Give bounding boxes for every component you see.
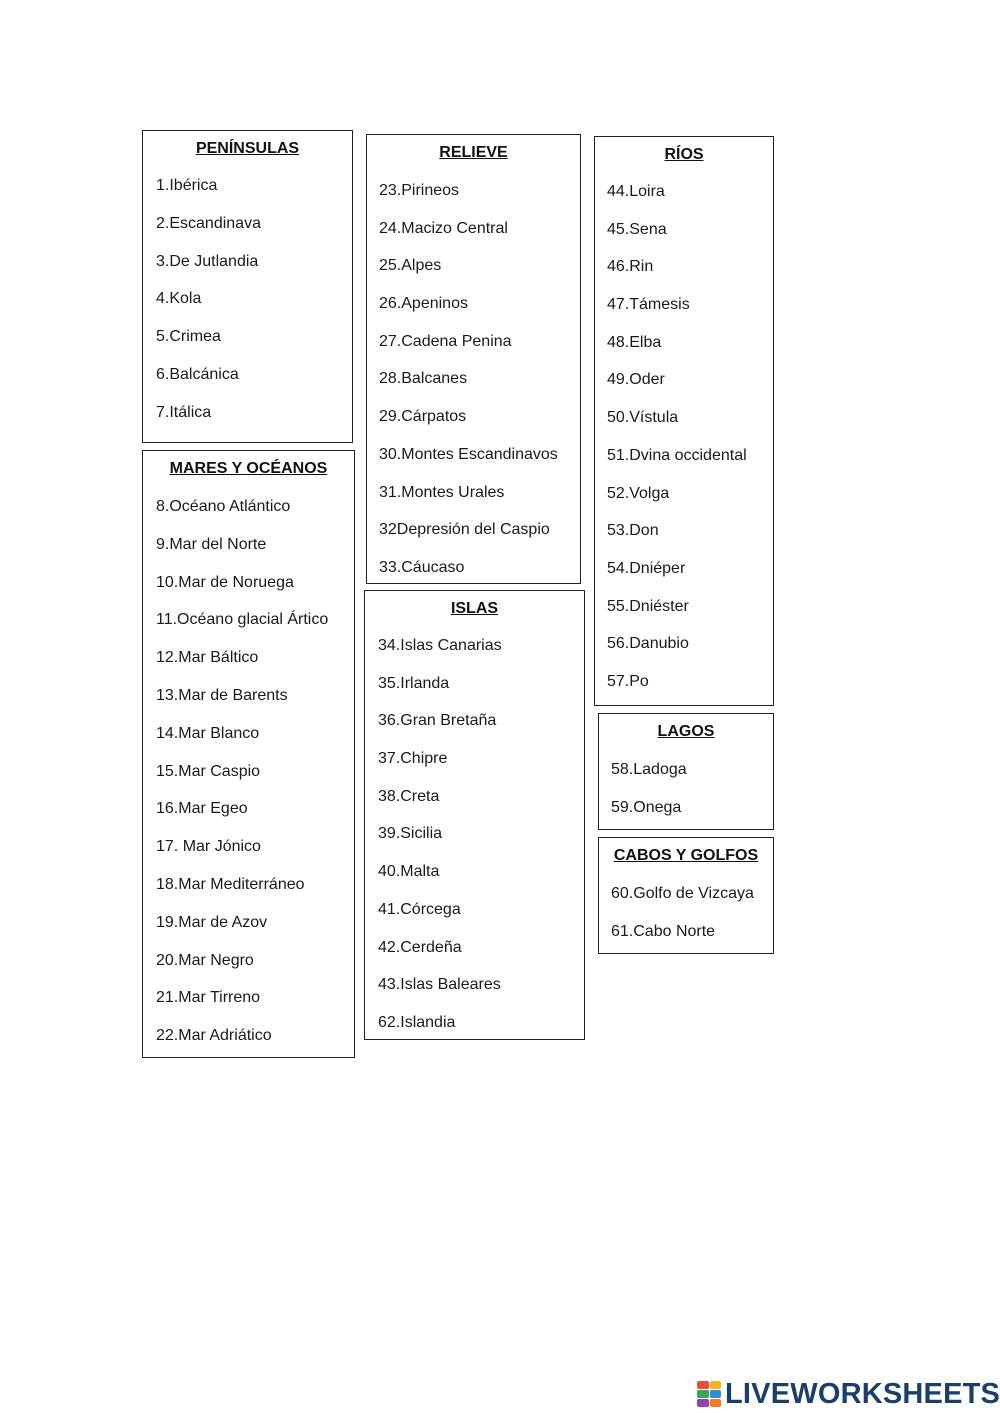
list-item: 33.Cáucaso <box>379 558 465 576</box>
list-item: 27.Cadena Penina <box>379 332 512 350</box>
list-item: 60.Golfo de Vizcaya <box>611 885 754 902</box>
list-item: 36.Gran Bretaña <box>378 712 497 730</box>
list-item: 26.Apeninos <box>379 295 468 313</box>
list-item: 9.Mar del Norte <box>156 535 267 553</box>
list-item: 11.Océano glacial Ártico <box>156 611 329 629</box>
list-item: 30.Montes Escandinavos <box>379 445 558 463</box>
list-item: 52.Volga <box>607 484 670 502</box>
list-item: 51.Dvina occidental <box>607 446 747 464</box>
list-item: 29.Cárpatos <box>379 408 467 426</box>
section-lagos <box>598 713 774 830</box>
section-cabos-y-golfos <box>598 837 774 954</box>
list-item: 6.Balcánica <box>156 365 239 383</box>
list-item: 45.Sena <box>607 220 667 238</box>
list-item: 47.Támesis <box>607 296 690 314</box>
list-item: 16.Mar Egeo <box>156 800 248 818</box>
list-item: 32Depresión del Caspio <box>379 521 550 539</box>
section-title-peninsulas: PENÍNSULAS <box>195 140 300 157</box>
liveworksheets-brand[interactable] <box>697 1378 1000 1410</box>
logo-tile <box>710 1381 722 1389</box>
list-lagos <box>611 760 687 836</box>
section-title-islas: ISLAS <box>450 600 499 617</box>
list-islas <box>378 636 502 1051</box>
liveworksheets-logo-icon <box>697 1381 721 1407</box>
section-rios <box>594 136 774 706</box>
list-item: 15.Mar Caspio <box>156 762 261 780</box>
logo-tile <box>710 1399 722 1407</box>
list-item: 43.Islas Baleares <box>378 976 501 994</box>
list-item: 23.Pirineos <box>379 182 460 199</box>
list-item: 37.Chipre <box>378 750 448 768</box>
list-item: 12.Mar Báltico <box>156 649 259 667</box>
list-item: 50.Vístula <box>607 409 679 427</box>
list-item: 61.Cabo Norte <box>611 922 716 940</box>
list-item: 14.Mar Blanco <box>156 724 260 742</box>
list-item: 40.Malta <box>378 863 440 881</box>
list-item: 46.Rin <box>607 258 654 276</box>
brand-wordmark: LIVEWORKSHEETS <box>725 1377 1000 1410</box>
list-item: 7.Itálica <box>156 403 212 421</box>
list-item: 22.Mar Adriático <box>156 1027 272 1045</box>
logo-tile <box>697 1381 709 1389</box>
list-item: 8.Océano Atlántico <box>156 498 291 515</box>
list-item: 35.Irlanda <box>378 674 450 692</box>
list-item: 58.Ladoga <box>611 761 687 778</box>
list-mares <box>156 497 328 1064</box>
list-item: 42.Cerdeña <box>378 938 462 956</box>
list-item: 59.Onega <box>611 799 682 816</box>
section-mares-y-oceanos <box>142 450 355 1058</box>
list-item: 4.Kola <box>156 290 202 308</box>
logo-tile <box>697 1399 709 1407</box>
list-item: 28.Balcanes <box>379 370 468 388</box>
list-item: 25.Alpes <box>379 257 442 275</box>
section-title-cabos: CABOS Y GOLFOS <box>613 847 759 864</box>
list-item: 20.Mar Negro <box>156 951 254 969</box>
list-item: 1.Ibérica <box>156 177 218 194</box>
logo-tile <box>710 1390 722 1398</box>
list-item: 10.Mar de Noruega <box>156 573 294 591</box>
section-title-mares: MARES Y OCÉANOS <box>169 460 328 477</box>
list-item: 34.Islas Canarias <box>378 637 502 654</box>
list-cabos <box>611 884 754 959</box>
list-item: 55.Dniéster <box>607 597 689 615</box>
list-item: 24.Macizo Central <box>379 219 508 237</box>
list-item: 13.Mar de Barents <box>156 686 288 704</box>
list-item: 54.Dniéper <box>607 559 686 577</box>
logo-tile <box>697 1390 709 1398</box>
list-item: 38.Creta <box>378 787 440 805</box>
list-item: 56.Danubio <box>607 635 689 653</box>
list-item: 17. Mar Jónico <box>156 838 261 856</box>
list-item: 31.Montes Urales <box>379 483 505 501</box>
list-item: 49.Oder <box>607 371 665 389</box>
list-item: 53.Don <box>607 522 659 540</box>
list-item: 57.Po <box>607 672 649 690</box>
list-item: 62.Islandia <box>378 1013 456 1031</box>
list-item: 41.Córcega <box>378 900 461 918</box>
list-item: 2.Escandinava <box>156 214 261 232</box>
section-islas <box>364 590 585 1040</box>
list-item: 18.Mar Mediterráneo <box>156 875 305 893</box>
section-title-lagos: LAGOS <box>657 723 715 740</box>
list-item: 39.Sicilia <box>378 825 443 843</box>
list-item: 21.Mar Tirreno <box>156 989 261 1007</box>
section-title-rios: RÍOS <box>664 146 704 163</box>
section-title-relieve: RELIEVE <box>439 144 508 161</box>
list-item: 44.Loira <box>607 183 665 200</box>
list-relieve <box>379 181 558 596</box>
section-peninsulas <box>142 130 353 443</box>
section-relieve <box>366 134 581 584</box>
list-item: 48.Elba <box>607 333 662 351</box>
list-peninsulas <box>156 176 261 441</box>
list-item: 3.De Jutlandia <box>156 252 259 270</box>
list-item: 19.Mar de Azov <box>156 913 268 931</box>
list-rios <box>607 182 747 710</box>
list-item: 5.Crimea <box>156 328 221 346</box>
